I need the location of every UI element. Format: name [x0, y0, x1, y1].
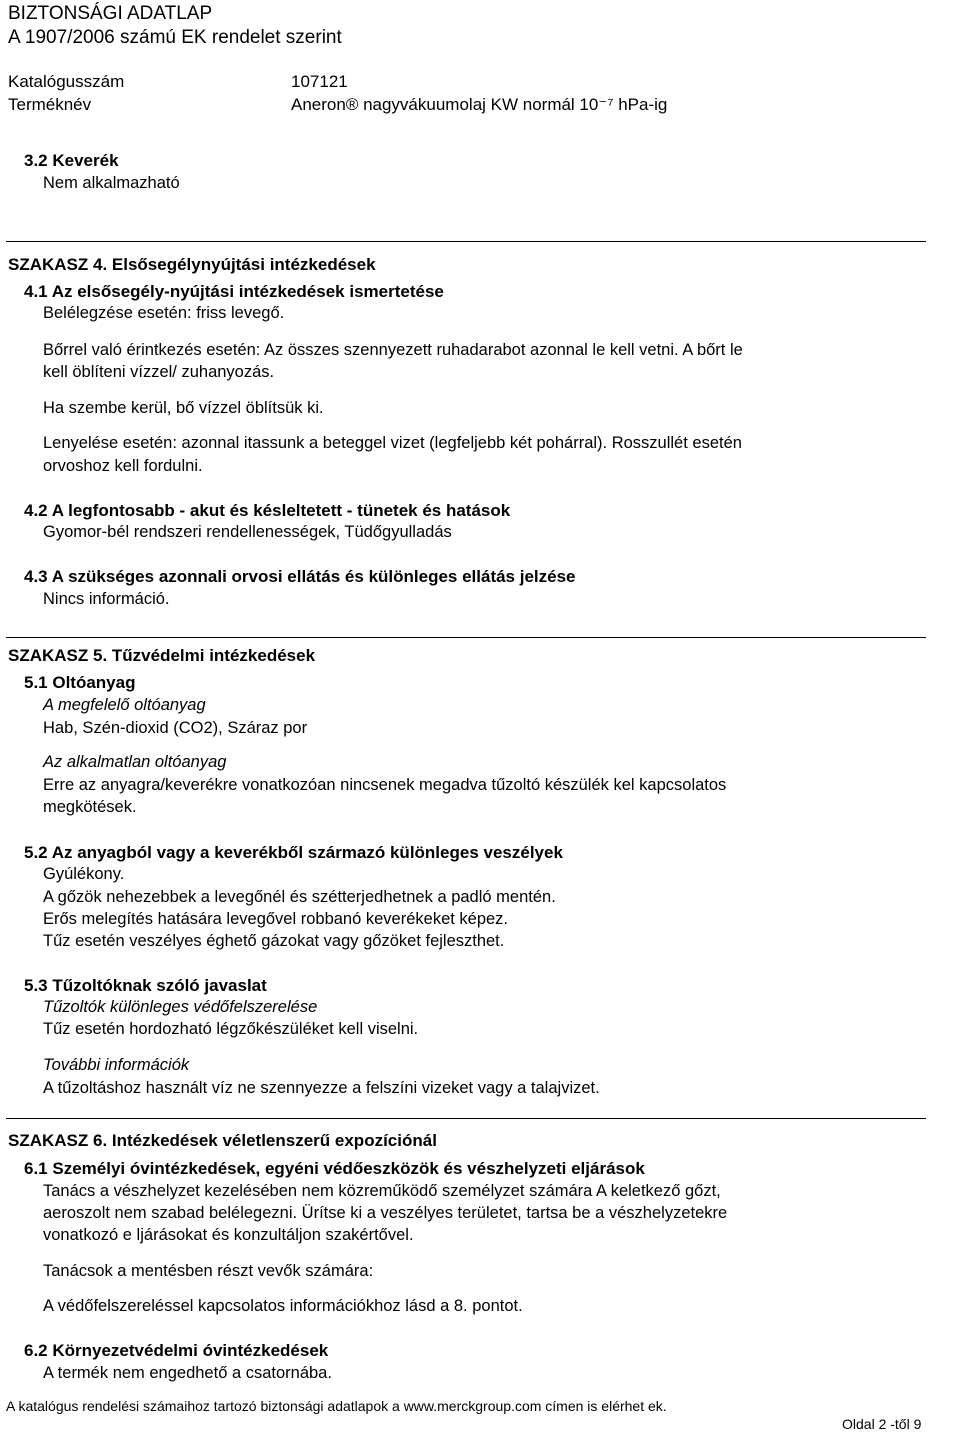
hazard-line-2: A gőzök nehezebbek a levegőnél és szétterjedhetnek a padló mentén. [43, 888, 556, 906]
regulation-subtitle: A 1907/2006 számú EK rendelet szerint [8, 27, 342, 48]
section-divider [6, 1118, 926, 1119]
unsuitable-media-line-2: megkötések. [43, 798, 137, 816]
catalog-number-value: 107121 [291, 72, 348, 91]
medical-attention-text: Nincs információ. [43, 590, 170, 608]
personal-precautions-line-1: Tanács a vészhelyzet kezelésében nem közreműködő személyzet számára A keletkező gőzt, [43, 1182, 721, 1200]
unsuitable-media-label: Az alkalmatlan oltóanyag [43, 753, 227, 771]
section-5-1-heading: 5.1 Oltóanyag [24, 673, 136, 692]
section-3-2-text: Nem alkalmazható [43, 174, 180, 192]
personal-precautions-line-4: Tanácsok a mentésben részt vevők számára: [43, 1262, 374, 1280]
section-5-3-heading: 5.3 Tűzoltóknak szóló javaslat [24, 976, 267, 995]
further-info-label: További információk [43, 1056, 190, 1074]
hazard-line-3: Erős melegítés hatására levegővel robbanó keverékeket képez. [43, 910, 509, 928]
environmental-precautions-text: A termék nem engedhető a csatornába. [43, 1364, 332, 1382]
section-6-1-heading: 6.1 Személyi óvintézkedések, egyéni védőeszközök és vészhelyzeti eljárások [24, 1159, 645, 1178]
first-aid-swallow-line-2: orvoshoz kell fordulni. [43, 457, 203, 475]
section-5-2-heading: 5.2 Az anyagból vagy a keverékből származó különleges veszélyek [24, 843, 563, 862]
section-5-heading: SZAKASZ 5. Tűzvédelmi intézkedések [8, 646, 316, 665]
symptoms-text: Gyomor-bél rendszeri rendellenességek, Tüdőgyulladás [43, 523, 452, 541]
catalog-number-label: Katalógusszám [8, 72, 125, 91]
product-name-value: Aneron® nagyvákuumolaj KW normál 10⁻⁷ hPa-ig [291, 95, 668, 114]
further-info-text: A tűzoltáshoz használt víz ne szennyezze a felszíni vizeket vagy a talajvizet. [43, 1079, 600, 1097]
hazard-line-4: Tűz esetén veszélyes éghető gázokat vagy gőzöket fejleszthet. [43, 932, 505, 950]
section-6-heading: SZAKASZ 6. Intézkedések véletlenszerű expozíciónál [8, 1131, 437, 1150]
section-4-3-heading: 4.3 A szükséges azonnali orvosi ellátás és különleges ellátás jelzése [24, 567, 576, 586]
section-divider [6, 241, 926, 242]
first-aid-skin-line-1: Bőrrel való érintkezés esetén: Az összes szennyezett ruhadarabot azonnal le kell vetni. A bőrt le [43, 341, 743, 359]
personal-precautions-line-2: aeroszolt nem szabad belélegezni. Ürítse ki a veszélyes területet, tartsa be a vészhelyzetekre [43, 1204, 728, 1222]
first-aid-eye: Ha szembe kerül, bő vízzel öblítsük ki. [43, 399, 324, 417]
first-aid-swallow-line-1: Lenyelése esetén: azonnal itassunk a beteggel vizet (legfeljebb két pohárral). Rosszullét esetén [43, 434, 742, 452]
product-name-label: Terméknév [8, 95, 92, 114]
document-title: BIZTONSÁGI ADATLAP [8, 3, 213, 24]
section-4-1-heading: 4.1 Az elsősegély-nyújtási intézkedések ismertetése [24, 282, 444, 301]
section-3-2-heading: 3.2 Keverék [24, 151, 119, 170]
firefighter-ppe-label: Tűzoltók különleges védőfelszerelése [43, 998, 318, 1016]
hazard-line-1: Gyúlékony. [43, 865, 125, 883]
suitable-media-text: Hab, Szén-dioxid (CO2), Száraz por [43, 719, 308, 737]
personal-precautions-line-5: A védőfelszereléssel kapcsolatos információkhoz lásd a 8. pontot. [43, 1297, 523, 1315]
page-number: Oldal 2 -től 9 [842, 1416, 922, 1432]
section-4-heading: SZAKASZ 4. Elsősegélynyújtási intézkedések [8, 255, 376, 274]
section-4-2-heading: 4.2 A legfontosabb - akut és késleltetett - tünetek és hatások [24, 501, 511, 520]
firefighter-ppe-text: Tűz esetén hordozható légzőkészüléket kell viselni. [43, 1020, 419, 1038]
section-6-2-heading: 6.2 Környezetvédelmi óvintézkedések [24, 1341, 329, 1360]
footer-note: A katalógus rendelési számaihoz tartozó biztonsági adatlapok a www.merckgroup.com címen is elérhet ek. [6, 1398, 667, 1414]
first-aid-skin-line-2: kell öblíteni vízzel/ zuhanyozás. [43, 363, 275, 381]
personal-precautions-line-3: vonatkozó e ljárásokat és konzultáljon szakértővel. [43, 1226, 414, 1244]
suitable-media-label: A megfelelő oltóanyag [43, 696, 206, 714]
section-divider [6, 637, 926, 638]
unsuitable-media-line-1: Erre az anyagra/keverékre vonatkozóan nincsenek megadva tűzoltó készülék kel kapcsolatos [43, 776, 727, 794]
first-aid-inhalation: Belélegzése esetén: friss levegő. [43, 304, 285, 322]
